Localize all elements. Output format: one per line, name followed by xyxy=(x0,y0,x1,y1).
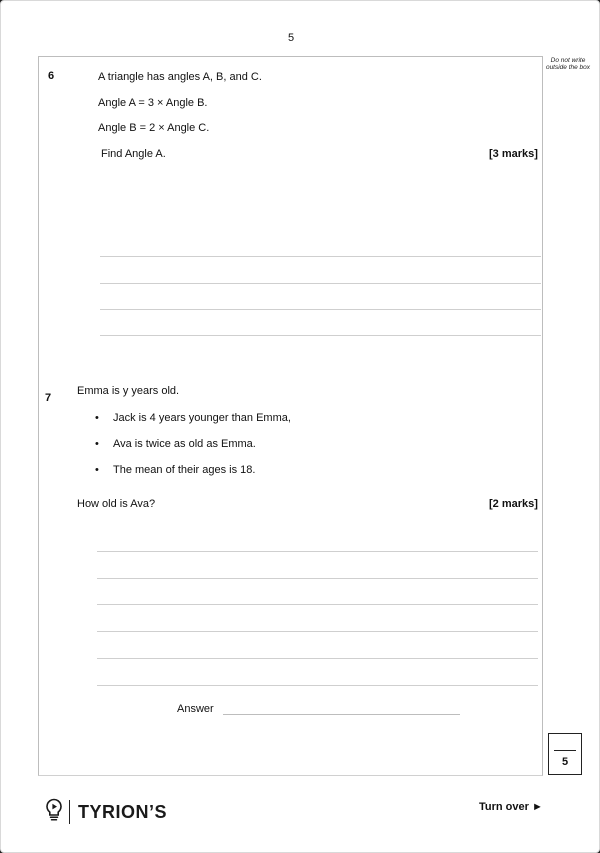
question-6-line-2: Angle A = 3 × Angle B. xyxy=(98,97,208,109)
question-6-marks: [3 marks] xyxy=(489,148,538,160)
question-6-number: 6 xyxy=(48,70,55,82)
question-6-line-3: Angle B = 2 × Angle C. xyxy=(98,122,210,134)
answer-line[interactable] xyxy=(97,604,538,605)
bullet-dot: • xyxy=(95,438,99,450)
answer-line[interactable] xyxy=(100,256,541,257)
answer-field[interactable] xyxy=(223,714,460,715)
question-7-intro: Emma is y years old. xyxy=(77,385,180,397)
question-7-bullet-1: Jack is 4 years younger than Emma, xyxy=(113,412,291,424)
answer-line[interactable] xyxy=(97,551,538,552)
bullet-dot: • xyxy=(95,464,99,476)
page-total-box xyxy=(548,733,582,775)
question-6-line-1: A triangle has angles A, B, and C. xyxy=(98,71,262,83)
brand-name: TYRION’S xyxy=(78,801,168,822)
answer-line[interactable] xyxy=(97,631,538,632)
answer-label: Answer xyxy=(177,703,214,715)
brand-separator xyxy=(69,800,70,824)
brand-logo xyxy=(45,798,167,826)
question-7-prompt: How old is Ava? xyxy=(77,498,156,510)
answer-line[interactable] xyxy=(97,658,538,659)
margin-note: Do not write outside the box xyxy=(545,57,591,71)
question-6-prompt: Find Angle A. xyxy=(101,148,166,160)
turn-over-label: Turn over ► xyxy=(479,801,543,813)
question-7-number: 7 xyxy=(45,392,52,404)
lightbulb-play-icon xyxy=(45,798,63,827)
answer-line[interactable] xyxy=(100,309,541,310)
page-total: 5 xyxy=(561,756,569,768)
page-number: 5 xyxy=(287,32,295,44)
question-7-bullet-2: Ava is twice as old as Emma. xyxy=(113,438,256,450)
total-divider xyxy=(554,750,576,751)
bullet-dot: • xyxy=(95,412,99,424)
answer-line[interactable] xyxy=(100,283,541,284)
answer-line[interactable] xyxy=(97,685,538,686)
answer-line[interactable] xyxy=(97,578,538,579)
question-7-bullet-3: The mean of their ages is 18. xyxy=(113,464,256,476)
answer-line[interactable] xyxy=(100,335,541,336)
question-7-marks: [2 marks] xyxy=(489,498,538,510)
